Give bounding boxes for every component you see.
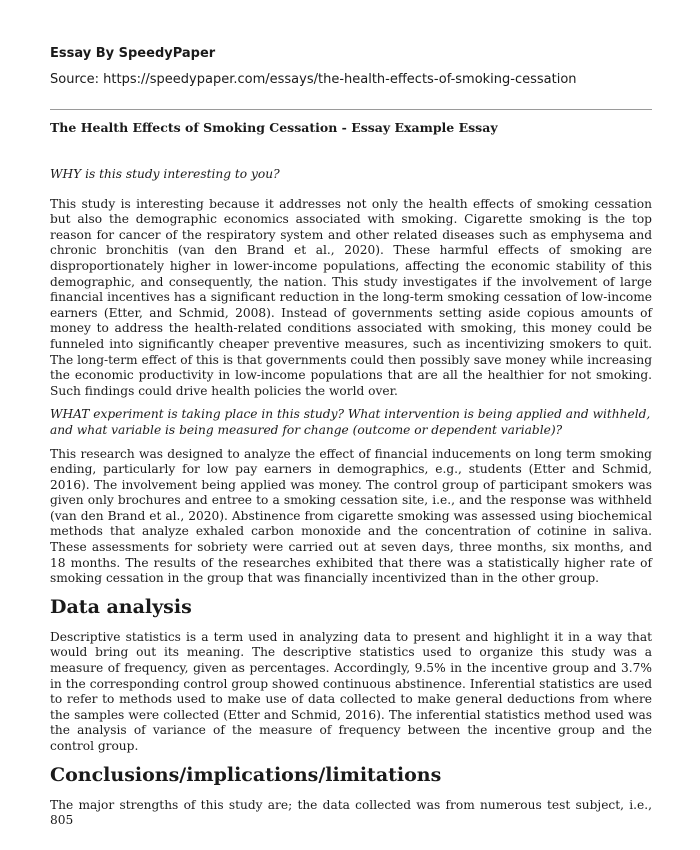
heading-data-analysis: Data analysis bbox=[50, 595, 192, 618]
question-what: WHAT experiment is taking place in this study? What intervention is being applied and withheld, and what variable is being measured for change (outcome or dependent variable)? bbox=[50, 407, 651, 437]
document-title: The Health Effects of Smoking Cessation - Essay Example Essay bbox=[50, 120, 498, 135]
source-url: Source: https://speedypaper.com/essays/the-health-effects-of-smoking-cessation bbox=[50, 72, 577, 87]
paragraph-interest: This study is interesting because it addresses not only the health effects of smoking cessation but also the demographic economics associated with smoking. Cigarette smoking is the top reason for cancer of the respiratory system and other related diseases such as emphysema and chronic bronchitis (van den Brand et al., 2020). These harmful effects of smoking are disproportionately higher in lower-income populations, affecting the economic stability of this demographic, and consequently, the nation. This study investigates if the involvement of large financial incentives has a significant reduction in the long-term smoking cessation of low-income earners (Etter, and Schmid, 2008). Instead of governments setting aside copious amounts of money to address the health-related conditions associated with smoking, this money could be funneled into significantly cheaper preventive measures, such as incentivizing smokers to quit. The long-term effect of this is that governments could then possibly save money while increasing the economic productivity in low-income populations that are all the healthier for not smoking. Such findings could drive health policies the world over. bbox=[50, 196, 652, 398]
question-why: WHY is this study interesting to you? bbox=[50, 167, 280, 181]
paragraph-conclusions: The major strengths of this study are; the data collected was from numerous test subject, i.e., 805 bbox=[50, 797, 652, 828]
document-body bbox=[50, 167, 652, 837]
paragraph-experiment: This research was designed to analyze the effect of financial inducements on long term smoking ending, particularly for low pay earners in demographics, e.g., students (Etter and Schmid, 2016). The involvement being applied was money. The control group of participant smokers was given only brochures and entree to a smoking cessation site, i.e., and the response was withheld (van den Brand et al., 2020). Abstinence from cigarette smoking was assessed using biochemical methods that analyze exhaled carbon monoxide and the concentration of cotinine in saliva. These assessments for sobriety were carried out at seven days, three months, six months, and 18 months. The results of the researches exhibited that there was a statistically higher rate of smoking cessation in the group that was financially incentivized than in the other group. bbox=[50, 446, 652, 586]
paragraph-data-analysis: Descriptive statistics is a term used in analyzing data to present and highlight it in a way that would bring out its meaning. The descriptive statistics used to organize this study was a measure of frequency, given as percentages. Accordingly, 9.5% in the incentive group and 3.7% in the corresponding control group showed continuous abstinence. Inferential statistics are used to refer to methods used to make use of data collected to make general deductions from where the samples were collected (Etter and Schmid, 2016). The inferential statistics method used was the analysis of variance of the measure of frequency between the incentive group and the control group. bbox=[50, 629, 652, 753]
site-title: Essay By SpeedyPaper bbox=[50, 46, 216, 61]
heading-conclusions: Conclusions/implications/limitations bbox=[50, 763, 442, 786]
header-divider bbox=[50, 109, 652, 110]
